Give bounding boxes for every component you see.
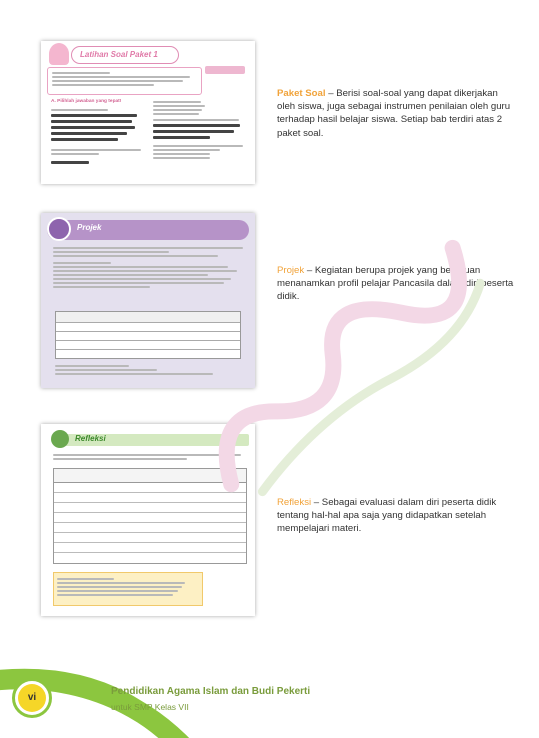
book-subtitle: untuk SMP Kelas VII [111, 702, 189, 712]
refleksi-description [277, 496, 517, 536]
page-number: vi [27, 692, 37, 703]
projek-thumbnail [41, 213, 255, 388]
projek-title: Projek [77, 223, 102, 232]
instruction-box [47, 67, 202, 95]
refleksi-title: Refleksi [75, 434, 106, 443]
student-illustration-icon [49, 43, 69, 65]
refleksi-thumbnail [41, 424, 255, 616]
projek-footnotes [55, 363, 241, 377]
evaluasi-table [53, 468, 247, 564]
paket-soal-description [277, 87, 517, 140]
latihan-title: Latihan Soal Paket 1 [80, 50, 158, 59]
rubrik-box [53, 572, 203, 606]
refleksi-text: – Sebagai evaluasi dalam diri peserta didik tentang hal-hal apa saja yang didapatkan setelah mempelajari materi. [277, 497, 497, 535]
nilai-tag [205, 66, 245, 74]
paket-soal-text: – Berisi soal-soal yang dapat dikerjakan oleh siswa, juga sebagai instrumen penilaian oleh guru terhadap hasil belajar siswa. Setiap bab terdiri atas 2 paket soal. [277, 88, 511, 139]
gear-icon [47, 217, 71, 241]
book-title: Pendidikan Agama Islam dan Budi Pekerti [111, 686, 311, 697]
refleksi-intro [53, 452, 245, 462]
projek-body-text [53, 245, 247, 290]
latihan-soal-thumbnail [41, 41, 255, 184]
questions-left-column [51, 107, 146, 167]
questions-right-column [153, 99, 248, 161]
latihan-header [71, 46, 179, 64]
projek-text: – Kegiatan berupa projek yang bertujuan menanamkan profil pelajar Pancasila dalam diri peserta didik. [277, 265, 514, 303]
paket-soal-label: Paket Soal [277, 88, 326, 99]
section-a-heading: A. Pilihlah jawaban yang tepat! [51, 99, 122, 104]
refleksi-label: Refleksi [277, 497, 312, 508]
hourglass-icon [51, 430, 69, 448]
projek-label: Projek [277, 265, 305, 276]
projek-description [277, 264, 517, 304]
projek-table [55, 311, 241, 359]
